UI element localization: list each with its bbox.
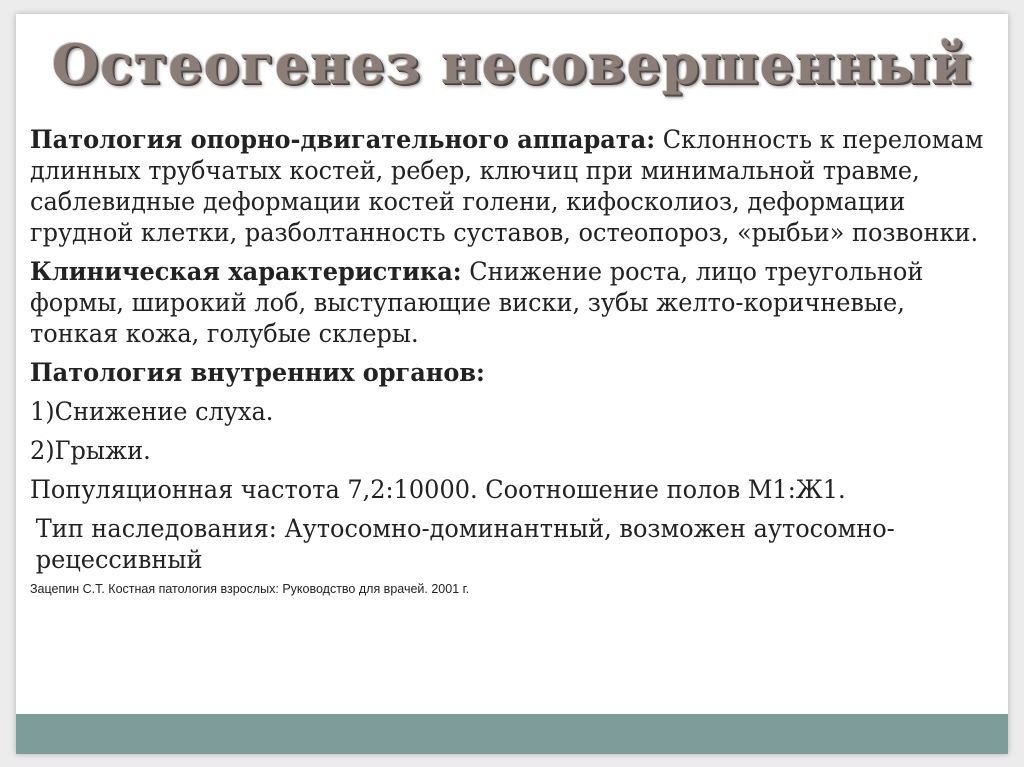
paragraph-heading: Патология опорно-двигательного аппарата: — [30, 125, 656, 154]
inheritance-type: Тип наследования: Аутосомно-доминантный, возможен аутосомно-рецессивный — [35, 514, 895, 574]
paragraph-text: Снижение роста, лицо треугольной формы, широкий лоб, выступающие виски, зубы желто-коричневые, тонкая кожа, голубые склеры. — [30, 257, 924, 348]
paragraph-musculoskeletal — [30, 124, 990, 248]
paragraph-clinical — [30, 256, 990, 349]
paragraph-text: Склонность к переломам длинных трубчатых костей, ребер, ключиц при минимальной травме, саблевидные деформации костей голени, кифосколиоз, деформации грудной клетки, разболтанность суставов, остеопороз, «рыбьи» позвонки. — [30, 125, 984, 247]
footer-bar — [16, 714, 1008, 754]
slide-title: Остеогенез несовершенный — [51, 32, 973, 96]
list-item: 1)Снижение слуха. — [30, 397, 274, 426]
paragraph-internal-organs — [30, 357, 990, 388]
list-item: 2)Грыжи. — [30, 436, 151, 465]
population-frequency: Популяционная частота 7,2:10000. Соотношение полов М1:Ж1. — [30, 475, 846, 504]
paragraph-heading: Патология внутренних органов: — [30, 358, 485, 387]
paragraph-heading: Клиническая характеристика: — [30, 257, 462, 286]
source-citation: Зацепин С.Т. Костная патология взрослых: Руководство для врачей. 2001 г. — [30, 582, 470, 596]
slide — [16, 14, 1008, 754]
slide-content — [30, 124, 994, 597]
